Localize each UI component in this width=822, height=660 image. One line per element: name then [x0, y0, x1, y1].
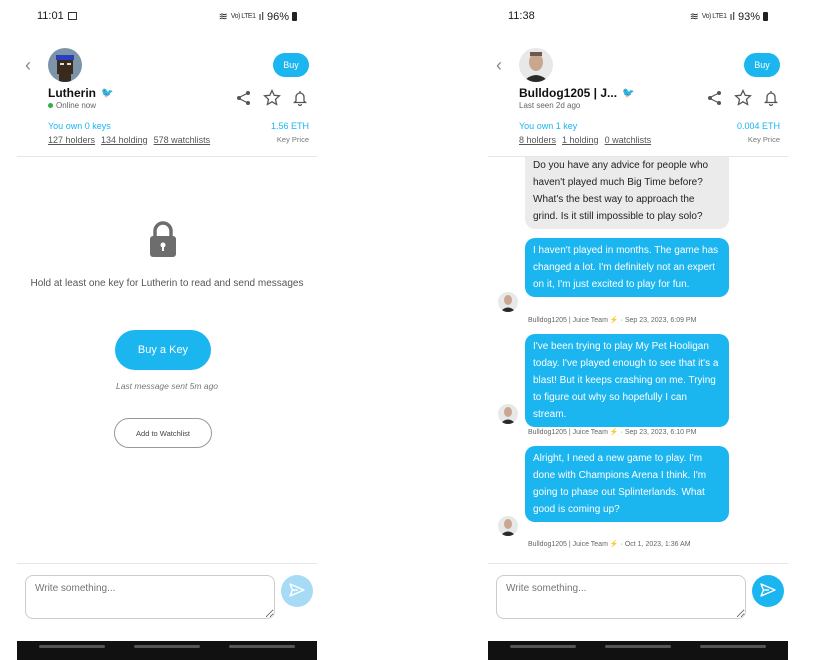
key-price-label: Key Price	[276, 135, 309, 144]
bell-icon[interactable]	[291, 89, 309, 107]
system-nav-bar	[17, 641, 317, 660]
key-price-value: 1.56 ETH	[270, 121, 309, 131]
send-button[interactable]	[281, 575, 313, 607]
status-indicators	[690, 10, 768, 23]
sender-avatar[interactable]	[498, 292, 518, 312]
keys-owned: You own 1 key	[519, 121, 578, 131]
buy-key-button[interactable]: Buy a Key	[115, 330, 211, 370]
presence-text: Online now	[56, 101, 97, 110]
status-time: 11:01	[37, 10, 77, 22]
status-bar	[488, 9, 788, 25]
twitter-icon[interactable]: 🐦	[101, 87, 114, 99]
send-button[interactable]	[752, 575, 784, 607]
sender-avatar[interactable]	[498, 404, 518, 424]
share-icon[interactable]	[706, 89, 724, 107]
status-indicators	[219, 10, 297, 23]
battery-level: 96%	[266, 10, 289, 23]
presence-text: Last seen 2d ago	[519, 101, 581, 110]
header-actions	[235, 89, 309, 107]
profile-name: Bulldog1205 | J...	[519, 86, 618, 100]
battery-level: 93%	[737, 10, 760, 23]
nav-home[interactable]	[605, 645, 671, 648]
nav-back[interactable]	[229, 645, 295, 648]
avatar[interactable]	[48, 48, 82, 82]
bolt-icon: ⚡	[609, 317, 619, 324]
right-phone-screen	[488, 0, 788, 660]
buy-button[interactable]: Buy	[273, 53, 309, 77]
key-price-label: Key Price	[747, 135, 780, 144]
send-icon	[759, 581, 777, 599]
bolt-icon: ⚡	[609, 541, 619, 548]
sender-avatar[interactable]	[498, 516, 518, 536]
watchlists-link[interactable]: 578 watchlists	[153, 135, 211, 145]
holding-link[interactable]: 134 holding	[101, 135, 148, 145]
network-label: Vo) LTE1	[701, 13, 727, 20]
message-bubble: Alright, I need a new game to play. I'm done with Champions Arena I think. I'm going to phase out Splinterlands. What good is coming up?	[525, 446, 729, 522]
battery-icon	[763, 12, 768, 21]
message-bubble: I've been trying to play My Pet Hooligan today. I've played enough to see that it's a blast! But it keeps crashing on me. Trying to figure out why so hopefully I can stream.	[525, 334, 729, 427]
message-time: · Sep 23, 2023, 6:10 PM	[620, 429, 697, 436]
nav-back[interactable]	[700, 645, 766, 648]
message-time: · Oct 1, 2023, 1:36 AM	[620, 541, 691, 548]
message-bubble: I haven't played in months. The game has changed a lot. I'm definitely not an expert on it, I'm just excited to play for fun.	[525, 238, 729, 297]
message-time: · Sep 23, 2023, 6:09 PM	[620, 317, 697, 324]
holders-link[interactable]: 127 holders	[48, 135, 96, 145]
nav-recent[interactable]	[39, 645, 105, 648]
buy-button[interactable]: Buy	[744, 53, 780, 77]
add-to-watchlist-button[interactable]: Add to Watchlist	[114, 418, 212, 448]
share-icon[interactable]	[235, 89, 253, 107]
profile-name: Lutherin	[48, 86, 96, 100]
twitter-icon[interactable]: 🐦	[622, 87, 635, 99]
presence-status	[519, 101, 580, 110]
back-chevron-icon[interactable]: ‹	[25, 55, 31, 75]
profile-header	[17, 45, 317, 157]
compose-divider	[17, 563, 317, 564]
online-dot-icon	[48, 103, 53, 108]
wifi-icon: ≋	[689, 11, 699, 23]
gallery-icon	[68, 12, 77, 20]
holders-link[interactable]: 8 holders	[519, 135, 557, 145]
send-icon	[288, 581, 306, 599]
avatar[interactable]	[519, 48, 553, 82]
star-icon[interactable]	[263, 89, 281, 107]
message-meta	[528, 428, 696, 436]
watchlists-link[interactable]: 0 watchlists	[604, 135, 652, 145]
message-author: Bulldog1205 | Juice Team	[528, 429, 608, 436]
header-actions	[706, 89, 780, 107]
lock-icon	[147, 220, 179, 258]
locked-message: Hold at least one key for Lutherin to read and send messages	[30, 278, 304, 289]
message-author: Bulldog1205 | Juice Team	[528, 317, 608, 324]
bell-icon[interactable]	[762, 89, 780, 107]
name-row	[48, 86, 113, 100]
chat-messages[interactable]	[488, 157, 788, 552]
compose-divider	[488, 563, 788, 564]
network-label: Vo) LTE1	[230, 13, 256, 20]
signal-icon: ıl	[258, 10, 264, 23]
wifi-icon: ≋	[218, 11, 228, 23]
nav-recent[interactable]	[510, 645, 576, 648]
status-bar	[17, 9, 317, 25]
key-price-value: 0.004 ETH	[736, 121, 780, 131]
stats-links	[519, 135, 651, 145]
bolt-icon: ⚡	[609, 429, 619, 436]
profile-header	[488, 45, 788, 157]
system-nav-bar	[488, 641, 788, 660]
status-time: 11:38	[508, 10, 535, 22]
message-meta	[528, 540, 691, 548]
name-row	[519, 86, 635, 100]
battery-icon	[292, 12, 297, 21]
presence-status	[48, 101, 96, 110]
star-icon[interactable]	[734, 89, 752, 107]
stats-links	[48, 135, 210, 145]
keys-owned: You own 0 keys	[48, 121, 111, 131]
nav-home[interactable]	[134, 645, 200, 648]
back-chevron-icon[interactable]: ‹	[496, 55, 502, 75]
left-phone-screen	[17, 0, 317, 660]
message-author: Bulldog1205 | Juice Team	[528, 541, 608, 548]
message-input[interactable]	[25, 575, 275, 619]
holding-link[interactable]: 1 holding	[562, 135, 599, 145]
message-meta	[528, 316, 696, 324]
message-input[interactable]	[496, 575, 746, 619]
signal-icon: ıl	[729, 10, 735, 23]
last-message-time: Last message sent 5m ago	[115, 381, 219, 391]
message-bubble: Do you have any advice for people who haven't played much Big Time before? What's the best way to approach the grind. Is it still impossible to play solo?	[525, 157, 729, 229]
